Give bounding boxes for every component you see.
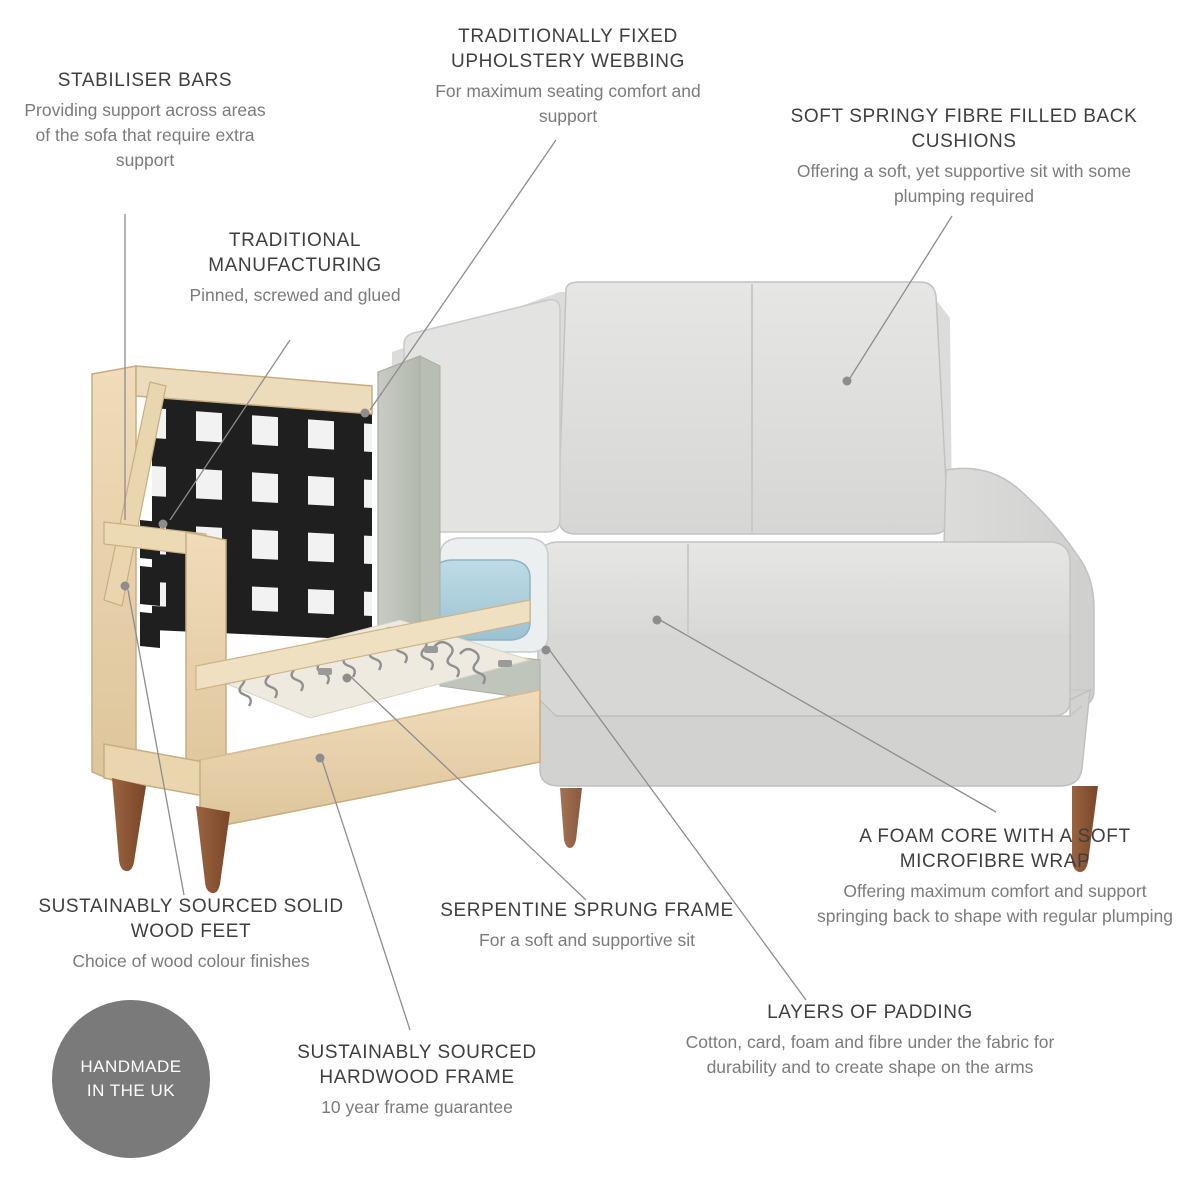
annotation-body: Choice of wood colour finishes (72, 951, 310, 971)
annotation-title: TRADITIONAL MANUFACTURING (208, 230, 382, 276)
badge-line-2: IN THE UK (86, 1081, 176, 1100)
annotation-serpentine-sprung-frame (432, 898, 742, 953)
annotation-body: Providing support across areas of the sofa that require extra support (24, 100, 266, 170)
annotation-body: Pinned, screwed and glued (189, 285, 401, 305)
annotation-hardwood-frame (262, 1040, 572, 1120)
annotation-body: For maximum seating comfort and support (435, 81, 701, 126)
annotation-layers-of-padding (680, 1000, 1060, 1080)
annotation-back-cushions (776, 104, 1152, 209)
annotation-title: LAYERS OF PADDING (767, 1002, 973, 1023)
upholstery-webbing (140, 380, 372, 648)
badge-line-1: HANDMADE (80, 1057, 182, 1076)
annotation-body: For a soft and supportive sit (479, 930, 695, 950)
handmade-badge (52, 1000, 210, 1158)
annotation-title: SUSTAINABLY SOURCED HARDWOOD FRAME (297, 1042, 537, 1088)
annotation-title: SUSTAINABLY SOURCED SOLID WOOD FEET (38, 896, 344, 942)
annotation-foam-core (810, 824, 1180, 929)
annotation-title: STABILISER BARS (57, 70, 233, 91)
annotation-upholstery-webbing (413, 24, 723, 129)
annotation-body: 10 year frame guarantee (321, 1097, 513, 1117)
annotation-title: A FOAM CORE WITH A SOFT MICROFIBRE WRAP (859, 826, 1131, 872)
annotation-title: SOFT SPRINGY FIBRE FILLED BACK CUSHIONS (790, 106, 1138, 152)
annotation-body: Offering maximum comfort and support springing back to shape with regular plumping (816, 881, 1174, 926)
annotation-traditional-manufacturing (180, 228, 410, 308)
annotation-solid-wood-feet (14, 894, 368, 974)
annotation-stabiliser-bars (20, 68, 270, 173)
annotation-title: TRADITIONALLY FIXED UPHOLSTERY WEBBING (451, 26, 685, 72)
annotation-body: Cotton, card, foam and fibre under the fabric for durability and to create shape on the arms (685, 1032, 1055, 1077)
annotation-body: Offering a soft, yet supportive sit with some plumping required (796, 161, 1132, 206)
annotation-title: SERPENTINE SPRUNG FRAME (440, 900, 734, 921)
